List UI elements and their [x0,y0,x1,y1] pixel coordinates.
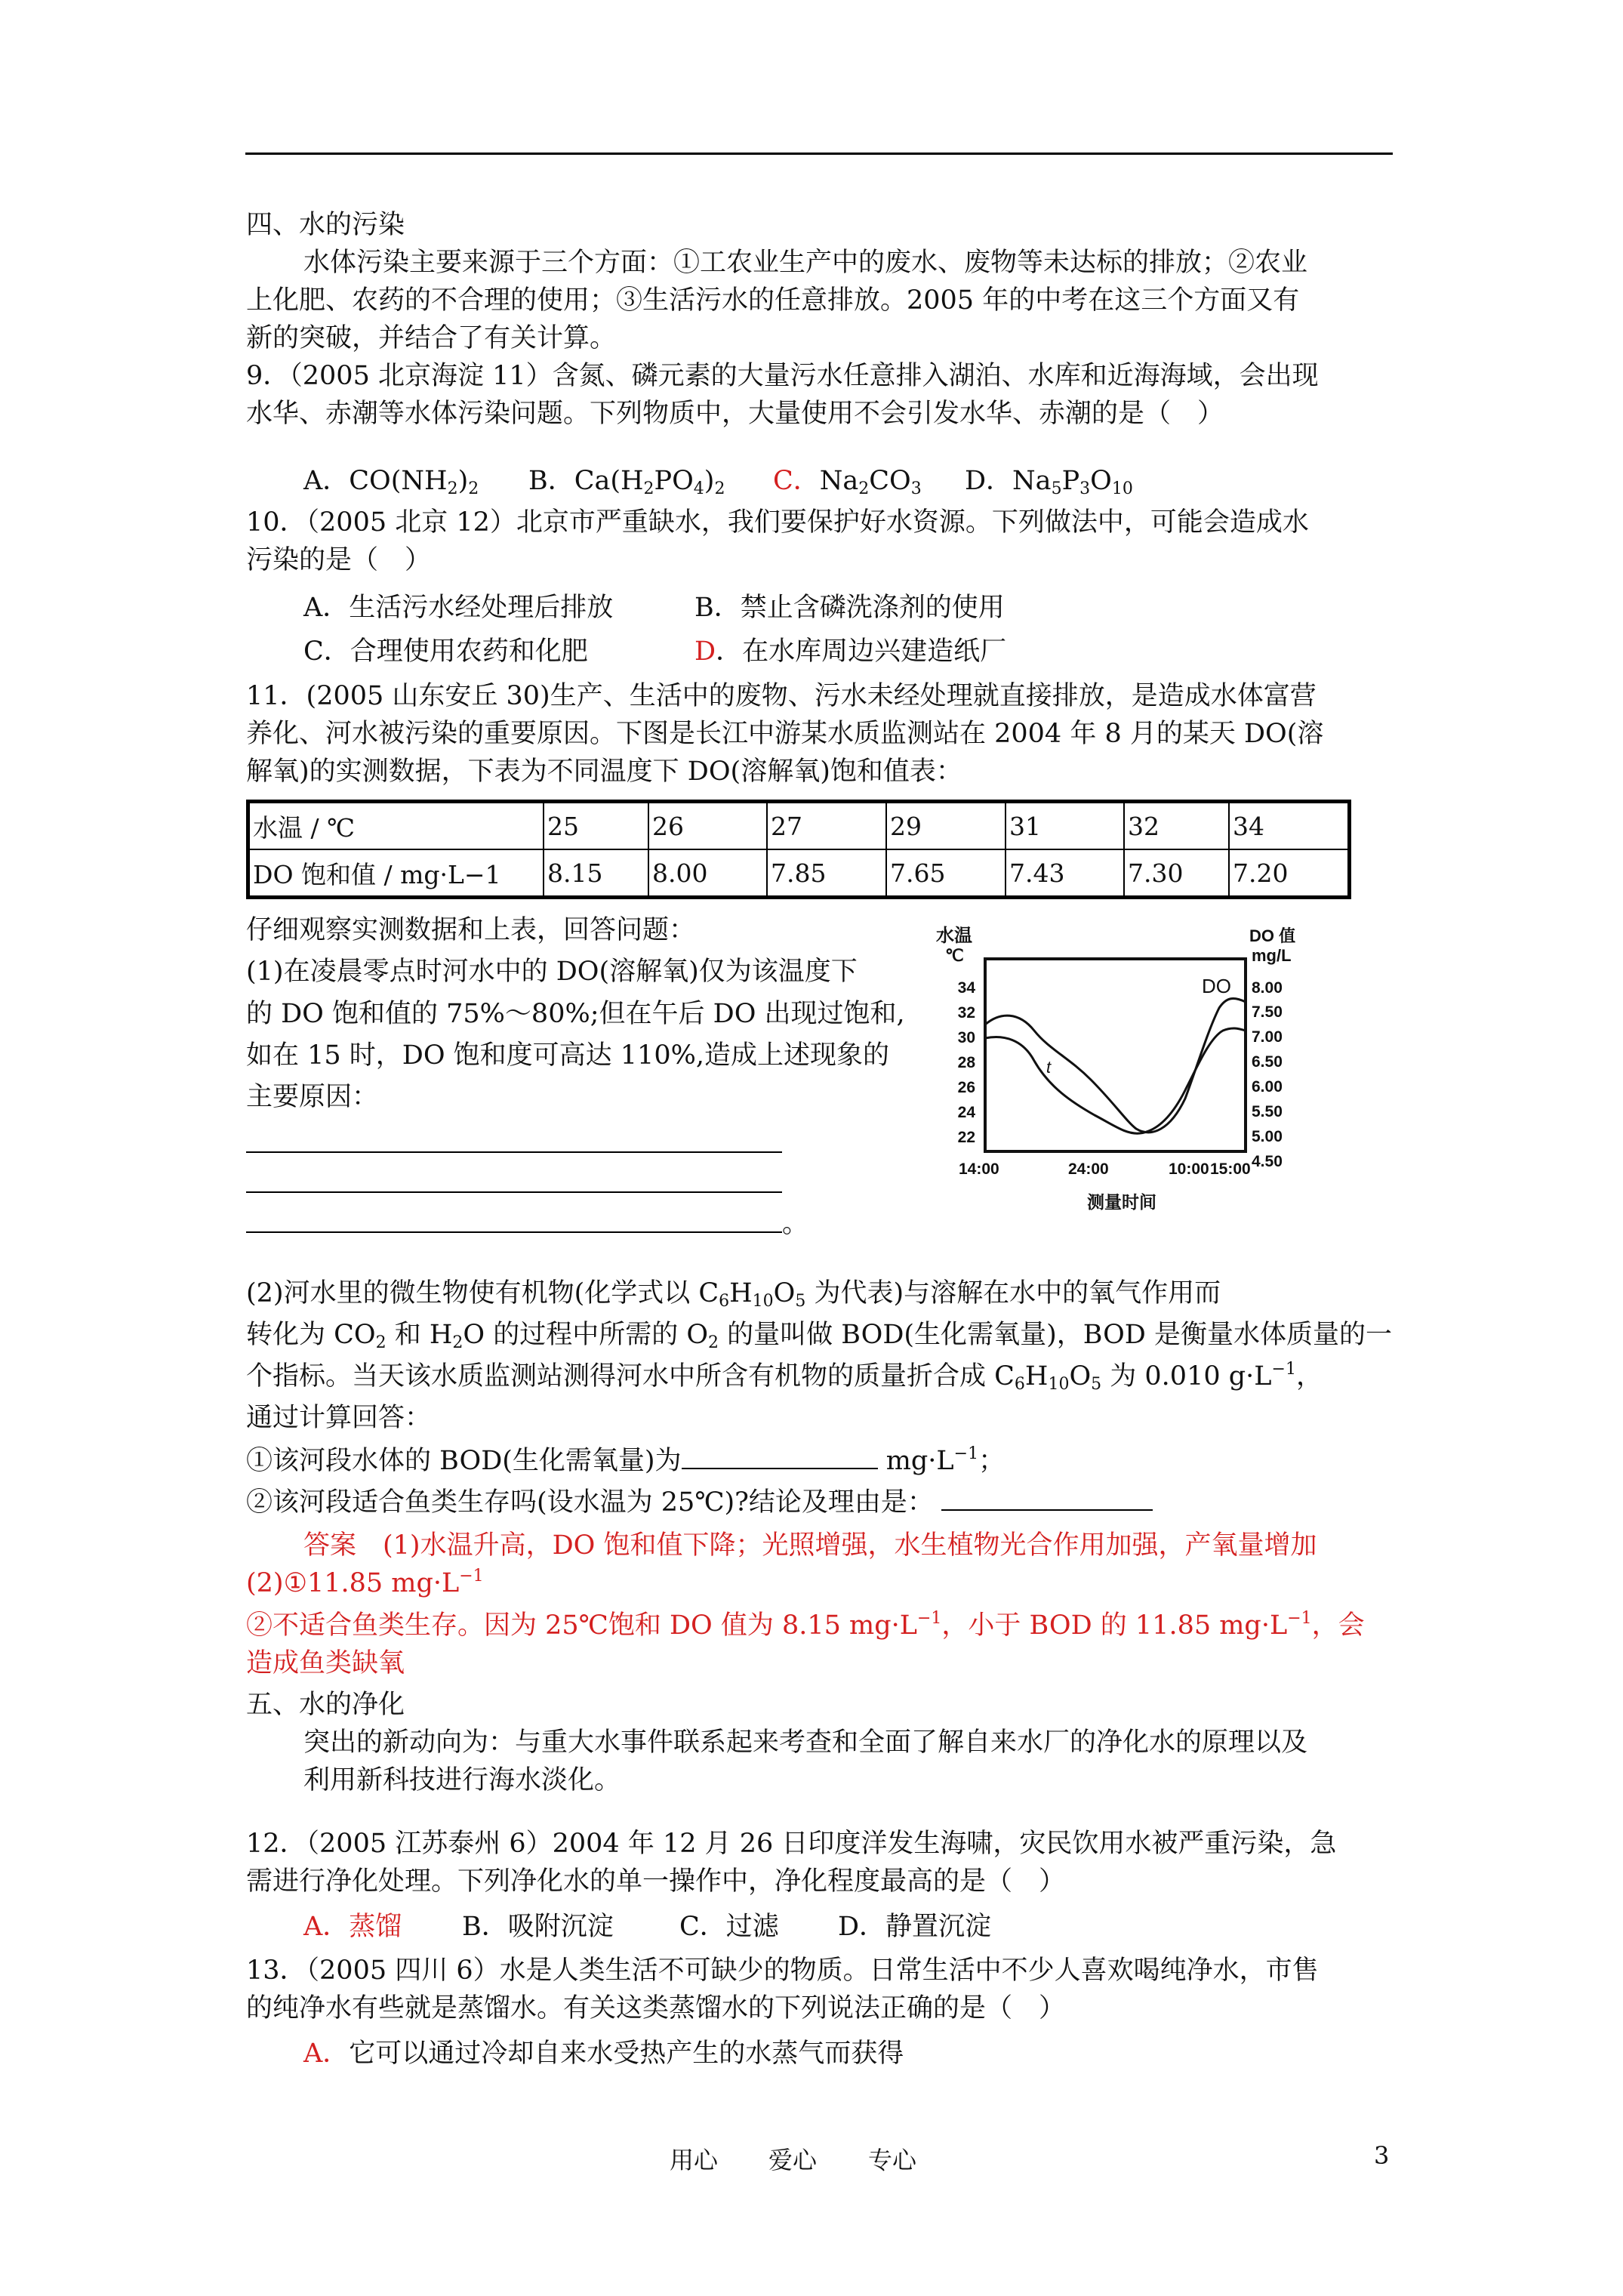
table-cell: 7.65 [886,849,1006,898]
left-tick-label: 30 [957,1029,975,1046]
figure-right-unit: mg/L [1252,946,1292,965]
question-11-part1: 如在 15 时，DO 饱和度可高达 110%,造成上述现象的 [246,1040,889,1071]
option-9a: A．$CO(NH_2)_2$ [303,466,479,498]
option-10a: A．生活污水经处理后排放 [303,593,614,623]
paragraph-line: 水体污染主要来源于三个方面：①工农业生产中的废水、废物等未达标的排放；②农业 [303,248,1308,278]
paragraph-line: 上化肥、农药的不合理的使用；③生活污水的任意排放。2005 年的中考在这三个方面又有 [246,285,1300,316]
option-12d: D．静置沉淀 [838,1912,992,1942]
right-tick-label: 5.00 [1252,1128,1283,1145]
question-11-sub1: ①该河段水体的 BOD(生化需氧量)为 $mg\cdot L^{-1}$； [246,1444,1006,1476]
table-cell: 27 [767,802,886,850]
table-cell: 7.85 [767,849,886,898]
paragraph-line: 利用新科技进行海水淡化。 [303,1765,621,1795]
answer-line: 造成鱼类缺氧 [246,1648,405,1678]
question-11-line: 仔细观察实测数据和上表，回答问题： [246,915,696,945]
table-row [248,802,1350,850]
period-mark: 。 [782,1209,809,1239]
right-tick-label: 7.50 [1252,1003,1283,1021]
right-tick-label: 6.50 [1252,1053,1283,1071]
answer-line: (2)①11.85 $mg\cdot L^{-1}$ [246,1567,484,1598]
option-12c: C．过滤 [679,1912,779,1942]
question-10-line: 污染的是（ ） [246,545,432,575]
footer-text: 用心 [670,2146,719,2174]
table-cell: 25 [544,802,648,850]
table-cell: 8.00 [648,849,767,898]
right-tick-label: 7.00 [1252,1028,1283,1046]
answer-blank-line [246,1151,782,1153]
right-tick-label: 4.50 [1252,1153,1283,1170]
figure-xlabel: 测量时间 [1087,1192,1156,1212]
answer-line: ②不适合鱼类生存。因为 25℃饱和 DO 值为 8.15 $mg\cdot L^{-1}$，小于 BOD 的 11.85 $mg\cdot L^{-1}$，会 [246,1609,1365,1641]
option-9c: C．$Na_2CO_3$ [773,466,922,498]
footer-text: 专心 [868,2146,917,2174]
table-cell: 31 [1006,802,1124,850]
question-11-line: 解氧)的实测数据，下表为不同温度下 DO(溶解氧)饱和值表： [246,757,962,787]
x-tick-label: 10:00 [1169,1160,1209,1178]
curve-label-do: DO [1202,975,1231,997]
right-tick-label: 8.00 [1252,979,1283,997]
question-13-line: 的纯净水有些就是蒸馏水。有关这类蒸馏水的下列说法正确的是（ ） [246,1993,1066,2023]
table-cell: DO 饱和值 / mg·L−1 [248,849,544,898]
question-11-sub2: ②该河段适合鱼类生存吗(设水温为 25℃)?结论及理由是： [246,1484,1153,1521]
option-10b: B．禁止含磷洗涤剂的使用 [694,593,1005,623]
question-11-line: 养化、河水被污染的重要原因。下图是长江中游某水质监测站在 2004 年 8 月的某天 DO(溶 [246,719,1324,749]
option-9d: D．$Na_5P_3O_{10}$ [965,466,1133,498]
paragraph-line: 突出的新动向为：与重大水事件联系起来考查和全面了解自来水厂的净化水的原理以及 [303,1727,1308,1758]
left-tick-label: 26 [957,1079,975,1096]
question-9-line: 9．（2005 北京海淀 11）含氮、磷元素的大量污水任意排入湖泊、水库和近海海域，会出现 [246,361,1319,391]
table-cell: 29 [886,802,1006,850]
right-tick-label: 6.00 [1252,1078,1283,1096]
figure-left-title: 水温 [936,926,972,946]
table-row [248,849,1350,898]
table-cell: 7.30 [1124,849,1229,898]
left-tick-label: 24 [957,1104,975,1121]
question-11-part2: 个指标。当天该水质监测站测得河水中所含有机物的质量折合成 $C_6H_{10}O_5$ 为 0.010 $g\cdot L^{-1}$， [246,1360,1323,1394]
question-11-part2: 通过计算回答： [246,1403,432,1433]
left-tick-label: 22 [957,1129,975,1146]
footer-text: 爱心 [768,2146,818,2174]
do-curve [985,1028,1246,1133]
question-11-part1: 的 DO 饱和值的 75%～80%;但在午后 DO 出现过饱和, [246,999,905,1029]
right-tick-label: 5.50 [1252,1103,1283,1120]
question-9-line: 水华、赤潮等水体污染问题。下列物质中，大量使用不会引发水华、赤潮的是（ ） [246,399,1224,429]
table-cell: 34 [1229,802,1350,850]
table-cell: 7.43 [1006,849,1124,898]
question-12-line: 需进行净化处理。下列净化水的单一操作中，净化程度最高的是（ ） [246,1866,1066,1897]
section-heading: 五、水的净化 [246,1690,405,1720]
question-11-line: 11．(2005 山东安丘 30)生产、生活中的废物、污水未经处理就直接排放，是造成水体富营 [246,681,1317,711]
answer-blank[interactable] [941,1485,1153,1511]
option-9b: B．$Ca(H_2PO_4)_2$ [528,466,725,498]
answer-line: 答案 (1)水温升高，DO 饱和值下降；光照增强，水生植物光合作用加强，产氧量增加 [303,1530,1317,1561]
water-temp-curve [985,998,1246,1132]
figure-right-title: DO 值 [1249,926,1296,945]
question-11-part1: 主要原因： [246,1082,379,1112]
option-10c: C．合理使用农药和化肥 [303,636,588,667]
table-cell: 7.20 [1229,849,1350,898]
do-temperature-figure [929,917,1306,1250]
header-rule [245,153,1393,155]
x-tick-label: 14:00 [959,1160,999,1178]
question-13-line: 13．（2005 四川 6）水是人类生活不可缺少的物质。日常生活中不少人喜欢喝纯净水，市售 [246,1955,1319,1986]
table-cell: 26 [648,802,767,850]
left-tick-label: 34 [957,979,975,997]
table-cell: 水温 / ℃ [248,802,544,850]
answer-blank-line [246,1231,782,1233]
page-number: 3 [1374,2141,1390,2170]
answer-blank[interactable] [682,1444,878,1469]
left-tick-label: 28 [957,1054,975,1071]
question-12-line: 12．（2005 江苏泰州 6）2004 年 12 月 26 日印度洋发生海啸，灾民饮用水被严重污染，急 [246,1829,1337,1859]
figure-left-unit: ℃ [945,946,964,965]
question-11-part2: 转化为 $CO_2$ 和 $H_2O$ 的过程中所需的 $O_2$ 的量叫做 BOD(生化需氧量)，BOD 是衡量水体质量的一 [246,1320,1392,1352]
option-12a: A．蒸馏 [303,1912,402,1942]
question-11-part2: (2)河水里的微生物使有机物(化学式以 $C_6H_{10}O_5$ 为代表)与溶解在水中的氧气作用而 [246,1278,1221,1311]
curve-label-t: t [1046,1058,1052,1077]
answer-blank-line [246,1191,782,1193]
option-12b: B．吸附沉淀 [462,1912,614,1942]
table-cell: 32 [1124,802,1229,850]
section-heading: 四、水的污染 [246,210,405,240]
x-tick-label: 24:00 [1068,1160,1109,1178]
left-tick-label: 32 [957,1004,975,1022]
table-cell: 8.15 [544,849,648,898]
paragraph-line: 新的突破，并结合了有关计算。 [246,323,617,353]
do-saturation-table [246,800,1351,899]
option-10d: D．在水库周边兴建造纸厂 [694,636,1007,667]
x-tick-label: 15:00 [1210,1160,1251,1178]
question-11-part1: (1)在凌晨零点时河水中的 DO(溶解氧)仅为该温度下 [246,957,858,987]
question-10-line: 10．（2005 北京 12）北京市严重缺水，我们要保护好水资源。下列做法中，可能会造成水 [246,507,1309,538]
option-13a: A．它可以通过冷却自来水受热产生的水蒸气而获得 [303,2039,904,2069]
